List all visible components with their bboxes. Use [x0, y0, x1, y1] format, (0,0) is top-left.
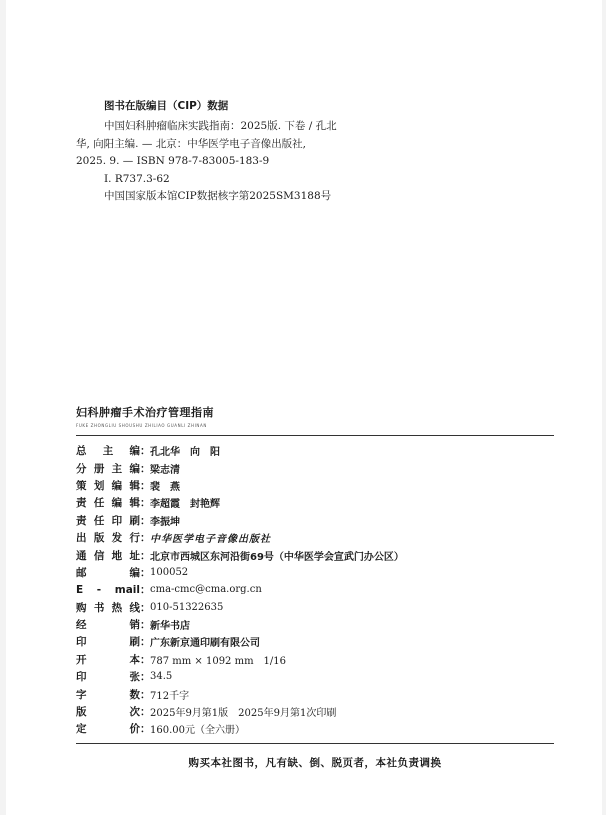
- cip-line: Ⅰ. R737.3-62: [104, 172, 170, 185]
- imprint-key: E - mail: [76, 583, 140, 596]
- imprint-key: 策划编辑: [76, 479, 140, 492]
- imprint-value: 712千字: [150, 690, 190, 702]
- imprint-key: 定 价: [76, 723, 140, 736]
- imprint-key: 责任印刷: [76, 514, 140, 527]
- imprint-row: [76, 546, 554, 563]
- cip-block: [76, 98, 406, 206]
- imprint-key: 印 张: [76, 671, 140, 684]
- imprint-value: 787 mm × 1092 mm 1/16: [150, 655, 287, 667]
- imprint-value: 中华医学电子音像出版社: [150, 534, 271, 546]
- imprint-row: [76, 494, 554, 511]
- imprint-key: 通信地址: [76, 549, 140, 562]
- imprint-colon: ：: [140, 479, 151, 492]
- imprint-colon: ：: [140, 566, 151, 579]
- imprint-value: 2025年9月第1版 2025年9月第1次印刷: [150, 708, 337, 720]
- divider: [76, 743, 554, 744]
- imprint-value: 010-51322635: [150, 601, 224, 613]
- cip-heading: 图书在版编目（CIP）数据: [104, 100, 229, 112]
- imprint-row: [76, 685, 554, 702]
- imprint-value: 李超霞 封艳辉: [150, 499, 220, 511]
- cip-line: 中国妇科肿瘤临床实践指南：2025版. 下卷 / 孔北: [104, 120, 337, 132]
- imprint-colon: ：: [140, 619, 151, 632]
- imprint-key: 版 次: [76, 706, 140, 719]
- imprint-row: [76, 703, 554, 720]
- imprint-row: [76, 529, 554, 546]
- imprint-row: [76, 564, 554, 581]
- imprint-value: 34.5: [150, 671, 173, 683]
- imprint-row: [76, 616, 554, 633]
- imprint-colon: ：: [140, 514, 151, 527]
- imprint-key: 邮 编: [76, 566, 140, 579]
- imprint-key: 印 刷: [76, 636, 140, 649]
- imprint-row: [76, 477, 554, 494]
- imprint-value: 广东新京通印刷有限公司: [150, 638, 260, 650]
- cip-line: 华, 向阳主编. — 北京：中华医学电子音像出版社,: [76, 137, 307, 150]
- imprint-colon: ：: [140, 723, 151, 736]
- imprint-colon: ：: [140, 671, 151, 684]
- imprint-key: 购书热线: [76, 601, 140, 614]
- imprint-block: [76, 404, 554, 770]
- return-policy-note: 购买本社图书，凡有缺、倒、脱页者，本社负责调换: [188, 756, 442, 769]
- imprint-key: 总 主 编: [76, 445, 140, 458]
- imprint-colon: ：: [140, 445, 151, 458]
- imprint-row: [76, 633, 554, 650]
- imprint-value: 新华书店: [150, 621, 190, 633]
- book-pinyin-title: FUKE ZHONGLIU SHOUSHU ZHILIAO GUANLI ZHINAN: [76, 423, 207, 428]
- imprint-value: 160.00元（全六册）: [150, 725, 245, 737]
- imprint-details: [76, 442, 554, 738]
- imprint-row: [76, 512, 554, 529]
- imprint-colon: ：: [140, 462, 151, 475]
- imprint-row: [76, 581, 554, 598]
- imprint-colon: ：: [140, 532, 151, 545]
- imprint-value: 北京市西城区东河沿街69号（中华医学会宣武门办公区）: [150, 551, 404, 563]
- imprint-value: 梁志清: [150, 464, 180, 476]
- imprint-key: 责任编辑: [76, 497, 140, 510]
- imprint-colon: ：: [140, 549, 151, 562]
- imprint-value: cma-cmc@cma.org.cn: [150, 584, 262, 596]
- copyright-page: [6, 0, 602, 815]
- book-title: 妇科肿瘤手术治疗管理指南: [76, 406, 214, 419]
- cip-line: 2025. 9. — ISBN 978-7-83005-183-9: [76, 155, 270, 167]
- imprint-colon: ：: [140, 653, 151, 666]
- imprint-row: [76, 442, 554, 459]
- imprint-value: 李振坤: [150, 516, 180, 528]
- imprint-colon: ：: [140, 601, 151, 614]
- imprint-value: 裴 燕: [150, 481, 180, 493]
- imprint-row: [76, 720, 554, 737]
- imprint-key: 开 本: [76, 653, 140, 666]
- imprint-row: [76, 459, 554, 476]
- divider: [76, 435, 554, 436]
- imprint-key: 经 销: [76, 619, 140, 632]
- imprint-key: 出版发行: [76, 532, 140, 545]
- imprint-colon: ：: [140, 636, 151, 649]
- imprint-colon: ：: [140, 706, 151, 719]
- imprint-row: [76, 668, 554, 685]
- imprint-colon: ：: [140, 497, 151, 510]
- imprint-key: 分册主编: [76, 462, 140, 475]
- imprint-value: 孔北华 向 阳: [150, 447, 220, 459]
- imprint-colon: ：: [140, 688, 151, 701]
- imprint-key: 字 数: [76, 688, 140, 701]
- cip-line: 中国国家版本馆CIP数据核字第2025SM3188号: [104, 190, 332, 202]
- imprint-row: [76, 599, 554, 616]
- imprint-row: [76, 651, 554, 668]
- imprint-colon: ：: [140, 584, 151, 597]
- imprint-value: 100052: [150, 566, 189, 578]
